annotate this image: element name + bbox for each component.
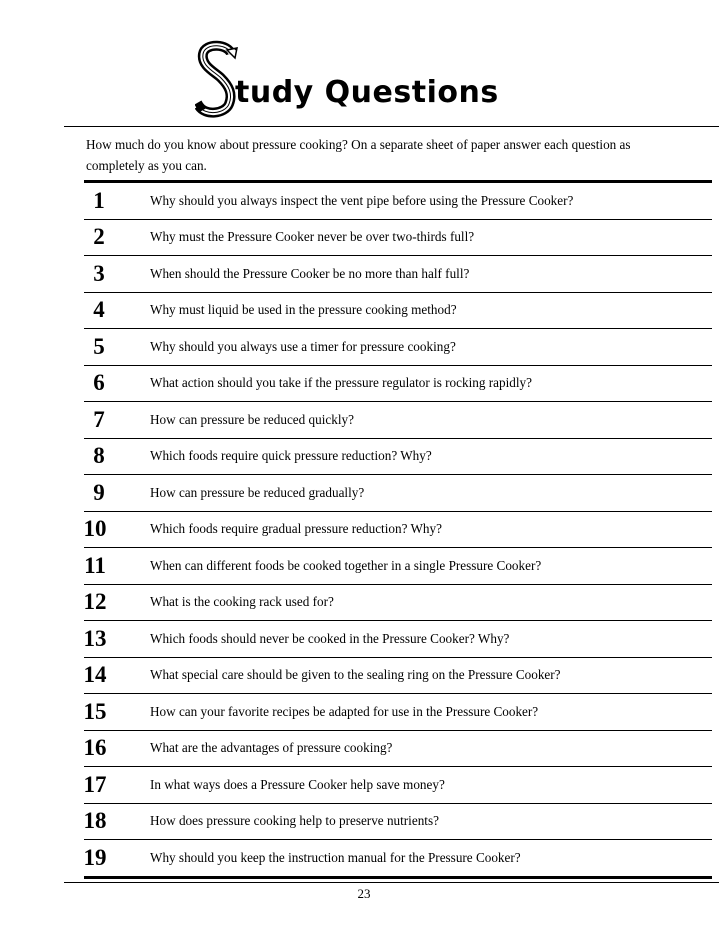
question-row: [84, 658, 712, 695]
question-text: What is the cooking rack used for?: [150, 594, 334, 610]
question-row: [84, 366, 712, 403]
question-number: 9: [93, 479, 105, 505]
question-text: How can pressure be reduced quickly?: [150, 411, 354, 427]
question-number: 1: [93, 187, 105, 213]
question-text: Which foods should never be cooked in the Pressure Cooker? Why?: [150, 630, 510, 646]
question-number: 4: [93, 297, 105, 323]
question-row: [84, 402, 712, 439]
question-number: 7: [93, 406, 105, 432]
intro-text: How much do you know about pressure cooking? On a separate sheet of paper answer each question as completely as you can.: [86, 137, 631, 173]
question-row: [84, 512, 712, 549]
question-number: 6: [93, 370, 105, 396]
question-row: [84, 329, 712, 366]
question-number: 12: [83, 589, 107, 615]
question-row: [84, 548, 712, 585]
question-row: [84, 840, 712, 879]
question-row: [84, 767, 712, 804]
question-text: How does pressure cooking help to preserve nutrients?: [150, 813, 439, 829]
question-text: What action should you take if the pressure regulator is rocking rapidly?: [150, 375, 532, 391]
page-number: 23: [357, 886, 371, 901]
question-row: [84, 731, 712, 768]
page-title: [195, 40, 555, 120]
question-row: [84, 475, 712, 512]
question-text: When can different foods be cooked together in a single Pressure Cooker?: [150, 557, 542, 573]
footer-divider: [64, 882, 719, 883]
title-text: tudy Questions: [235, 75, 499, 110]
question-row: [84, 183, 712, 220]
question-number: 8: [93, 443, 105, 469]
question-row: [84, 256, 712, 293]
question-number: 18: [83, 808, 107, 834]
question-row: [84, 694, 712, 731]
question-number: 11: [84, 552, 106, 578]
question-text: When should the Pressure Cooker be no more than half full?: [150, 265, 470, 281]
question-row: [84, 804, 712, 841]
question-number: 13: [83, 625, 107, 651]
title-divider: [64, 126, 719, 127]
pencil-s-initial-icon: [195, 40, 239, 118]
question-number: 2: [93, 224, 105, 250]
question-row: [84, 621, 712, 658]
question-text: What special care should be given to the sealing ring on the Pressure Cooker?: [150, 667, 561, 683]
question-number: 17: [83, 771, 107, 797]
question-text: Which foods require gradual pressure reduction? Why?: [150, 521, 442, 537]
question-row: [84, 439, 712, 476]
question-text: How can pressure be reduced gradually?: [150, 484, 365, 500]
question-list: [84, 180, 712, 879]
question-text: How can your favorite recipes be adapted for use in the Pressure Cooker?: [150, 703, 539, 719]
question-number: 19: [83, 844, 107, 870]
svg-text:S: S: [195, 40, 196, 41]
question-number: 15: [83, 698, 107, 724]
question-text: Why must liquid be used in the pressure cooking method?: [150, 302, 457, 318]
question-number: 5: [93, 333, 105, 359]
question-row: [84, 293, 712, 330]
question-number: 10: [83, 516, 107, 542]
question-text: Why should you keep the instruction manual for the Pressure Cooker?: [150, 849, 521, 865]
question-text: Which foods require quick pressure reduction? Why?: [150, 448, 432, 464]
question-text: Why must the Pressure Cooker never be over two-thirds full?: [150, 229, 475, 245]
question-row: [84, 585, 712, 622]
question-text: In what ways does a Pressure Cooker help save money?: [150, 776, 445, 792]
question-text: Why should you always use a timer for pressure cooking?: [150, 338, 456, 354]
question-row: [84, 220, 712, 257]
question-number: 16: [83, 735, 107, 761]
question-text: Why should you always inspect the vent pipe before using the Pressure Cooker?: [150, 192, 574, 208]
question-number: 3: [93, 260, 105, 286]
question-text: What are the advantages of pressure cooking?: [150, 740, 393, 756]
question-number: 14: [83, 662, 107, 688]
